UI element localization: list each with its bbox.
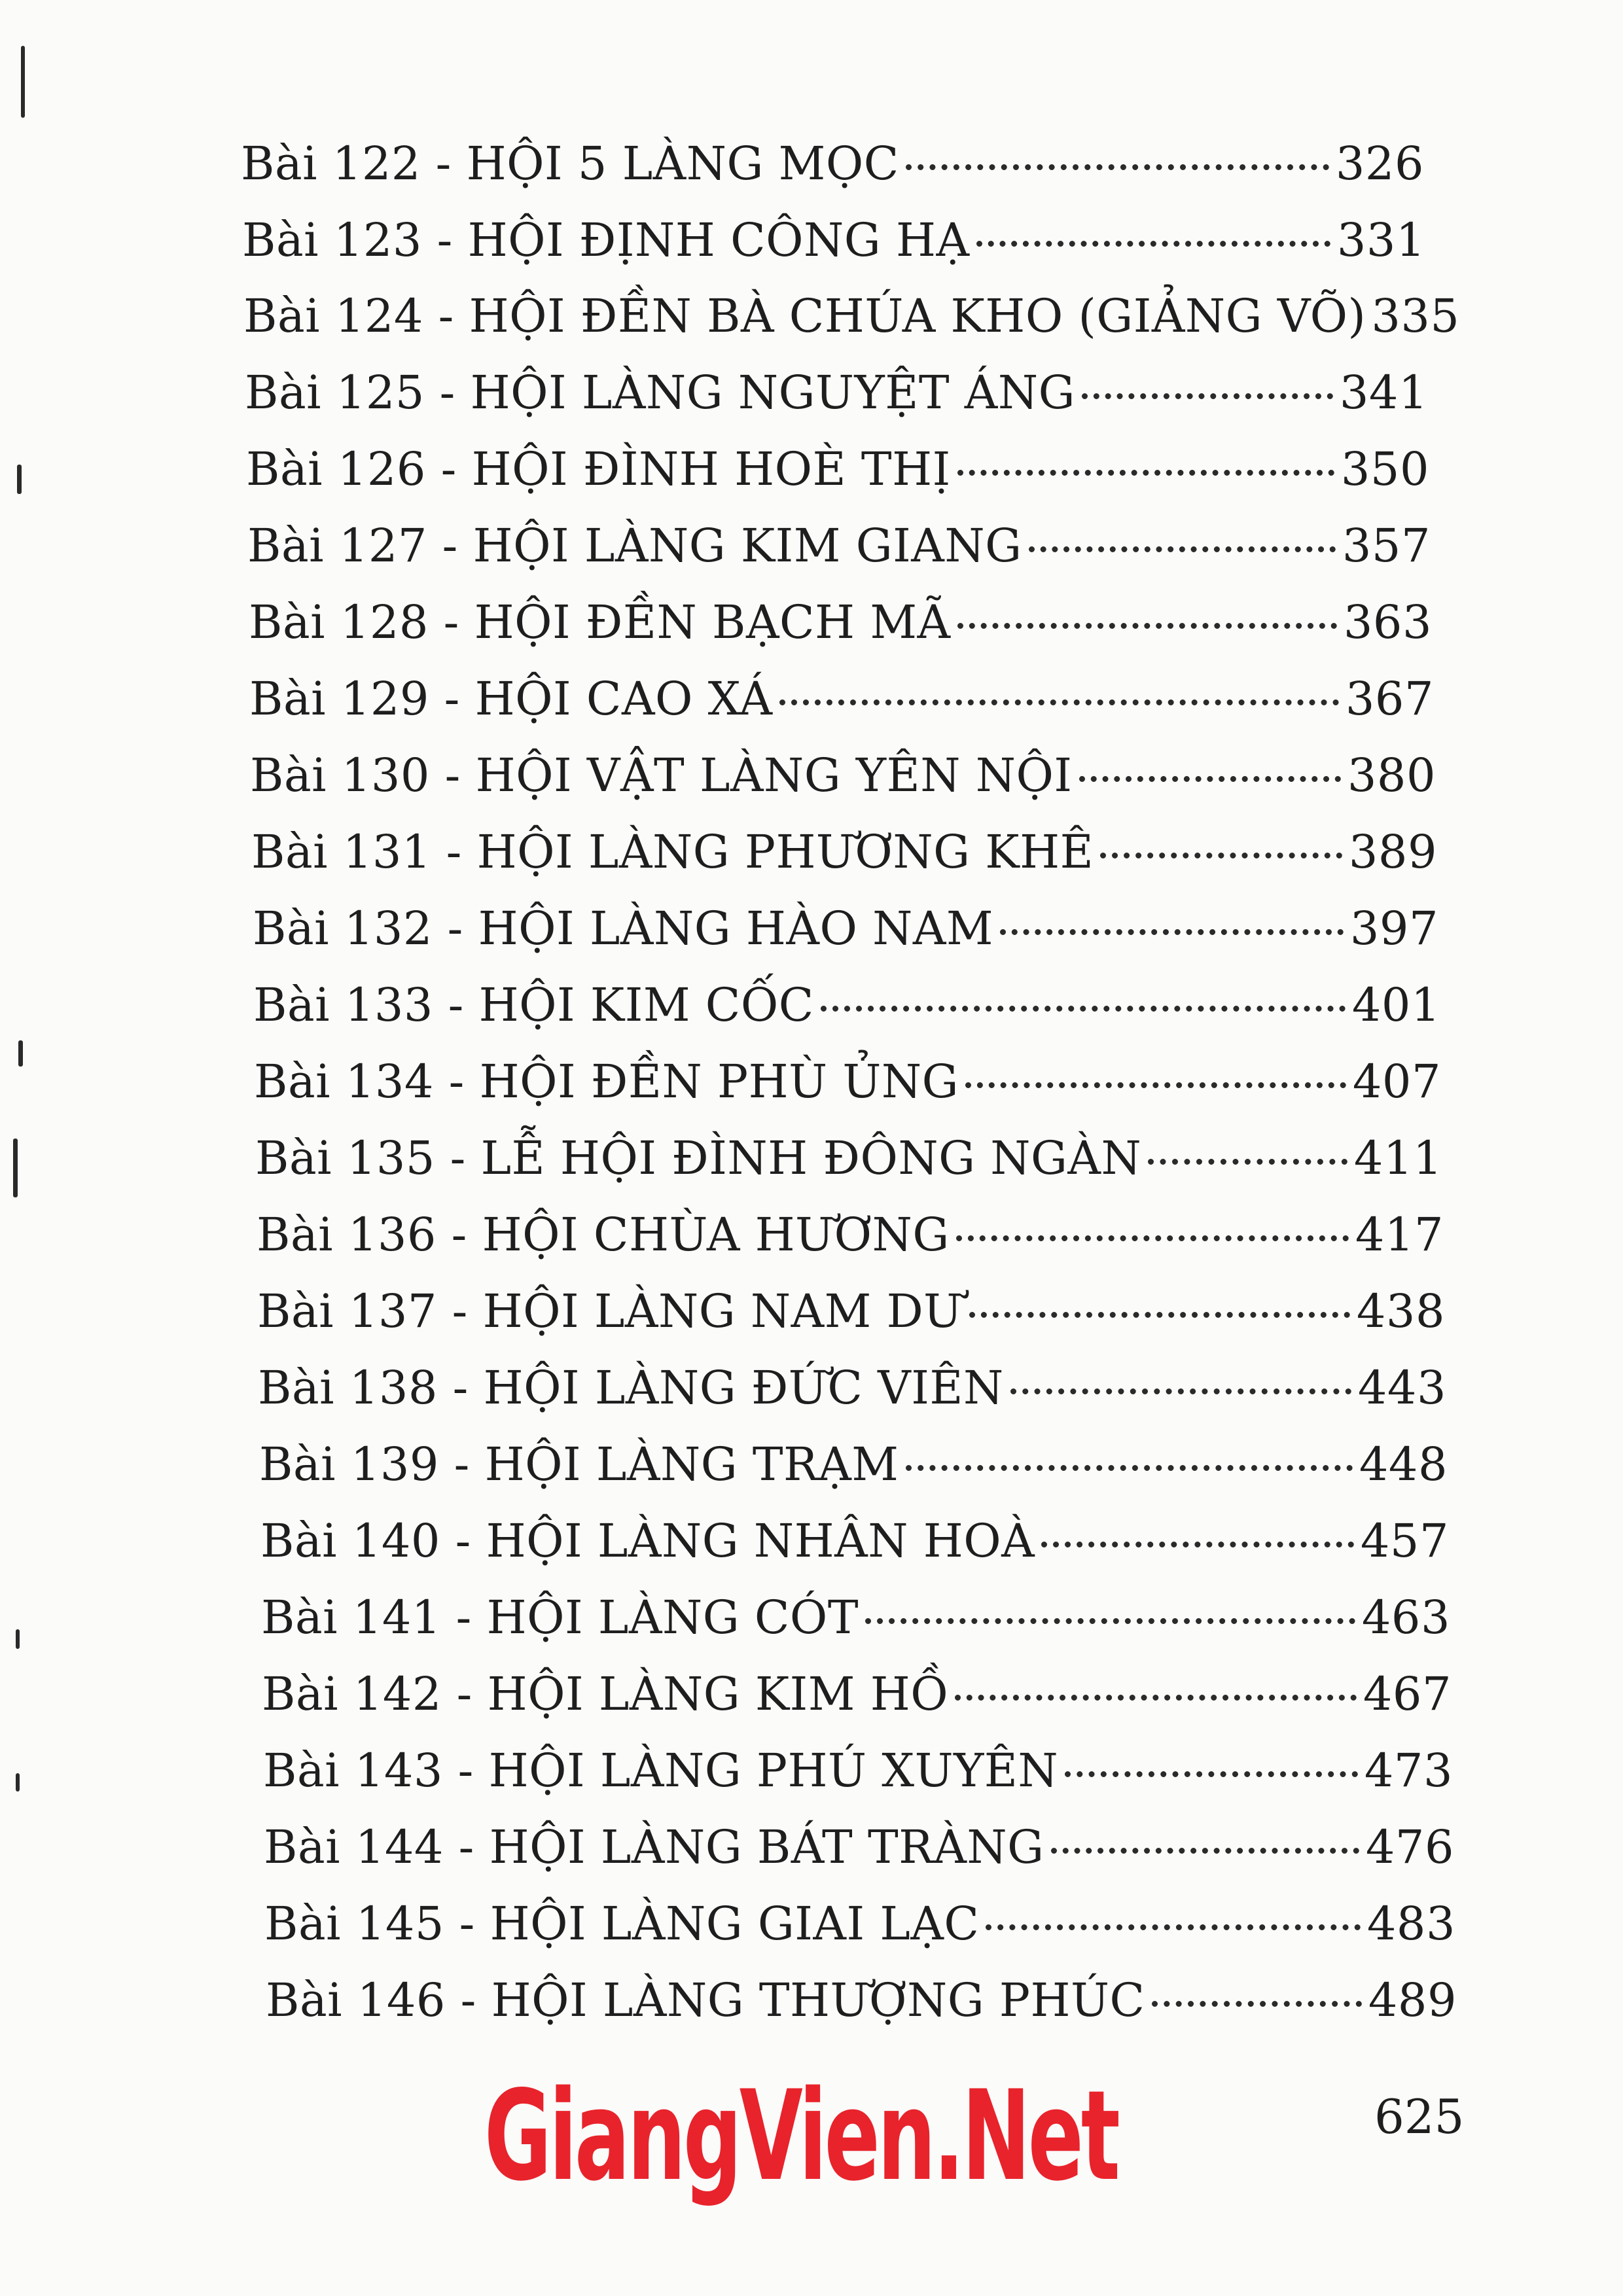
toc-dot-leader	[976, 241, 1330, 247]
toc-dot-leader	[1065, 1771, 1358, 1777]
toc-entry-page: 380	[1347, 749, 1436, 802]
toc-entry-page: 467	[1363, 1667, 1452, 1721]
toc-entry-title: Bài 126 - HỘI ĐÌNH HOÈ THỊ	[246, 442, 951, 496]
toc-entry-page: 363	[1343, 595, 1432, 649]
toc-entry-title: Bài 136 - HỘI CHÙA HƯƠNG	[257, 1208, 950, 1262]
toc-entry	[264, 1818, 1454, 1877]
toc-entry-page: 443	[1357, 1361, 1446, 1415]
toc-entry-title: Bài 144 - HỘI LÀNG BÁT TRÀNG	[264, 1820, 1044, 1874]
toc-entry-page: 411	[1353, 1131, 1442, 1185]
toc-entry	[255, 1129, 1442, 1188]
watermark-logo: GiangVien.Net	[484, 2064, 1118, 2208]
toc-entry-title: Bài 125 - HỘI LÀNG NGUYỆT ÁNG	[245, 366, 1075, 419]
toc-entry-title: Bài 128 - HỘI ĐỀN BẠCH MÃ	[249, 595, 951, 649]
toc-entry-page: 483	[1366, 1897, 1455, 1951]
toc-entry-page: 476	[1365, 1820, 1454, 1874]
toc-entry	[254, 1052, 1441, 1111]
toc-dot-leader	[1000, 929, 1344, 935]
toc-entry-page: 448	[1359, 1438, 1448, 1491]
toc-entry-title: Bài 145 - HỘI LÀNG GIAI LẠC	[264, 1897, 980, 1951]
toc-entry	[262, 1665, 1452, 1723]
toc-entry-title: Bài 140 - HỘI LÀNG NHÂN HOÀ	[260, 1514, 1035, 1568]
toc-entry	[249, 593, 1432, 652]
toc-entry-page: 341	[1339, 366, 1428, 419]
toc-entry	[264, 1894, 1455, 1953]
toc-entry	[243, 287, 1460, 345]
toc-entry-title: Bài 142 - HỘI LÀNG KIM HỒ	[262, 1667, 949, 1721]
toc-entry	[251, 822, 1437, 881]
toc-dot-leader	[1010, 1388, 1351, 1394]
toc-dot-leader	[1041, 1542, 1354, 1547]
toc-entry-page: 331	[1336, 213, 1425, 267]
toc-entry	[253, 899, 1438, 958]
toc-entry	[253, 976, 1440, 1034]
toc-dot-leader	[906, 164, 1329, 170]
toc-entry-page: 473	[1364, 1744, 1453, 1797]
toc-entry-page: 463	[1361, 1591, 1450, 1644]
toc-entry	[259, 1435, 1448, 1494]
toc-dot-leader	[1082, 393, 1333, 399]
toc-entry	[266, 1971, 1457, 2030]
toc-dot-leader	[1152, 2001, 1362, 2007]
toc-dot-leader	[1079, 776, 1341, 782]
toc-entry-page: 489	[1368, 1973, 1457, 2027]
toc-entry-title: Bài 146 - HỘI LÀNG THƯỢNG PHÚC	[266, 1973, 1145, 2027]
toc-entry	[258, 1358, 1446, 1417]
toc-entry	[260, 1511, 1449, 1570]
toc-entry	[246, 440, 1429, 499]
toc-dot-leader	[1029, 546, 1336, 552]
toc-entry-page: 335	[1371, 289, 1460, 343]
toc-entry-title: Bài 139 - HỘI LÀNG TRẠM	[259, 1438, 899, 1491]
toc-entry-page: 457	[1360, 1514, 1449, 1568]
toc-dot-leader	[957, 623, 1337, 629]
toc-entry-page: 389	[1348, 825, 1437, 879]
toc-entry-title: Bài 143 - HỘI LÀNG PHÚ XUYÊN	[263, 1744, 1059, 1797]
toc-entry	[247, 516, 1431, 575]
toc-dot-leader	[956, 1235, 1349, 1241]
toc-entry-title: Bài 130 - HỘI VẬT LÀNG YÊN NỘI	[250, 749, 1073, 802]
toc-entry-page: 326	[1335, 137, 1424, 190]
toc-entry-page: 407	[1352, 1055, 1441, 1108]
toc-entry-page: 367	[1345, 672, 1434, 726]
toc-dot-leader	[957, 470, 1334, 476]
toc-entry-title: Bài 122 - HỘI 5 LÀNG MỌC	[241, 137, 899, 190]
toc-dot-leader	[865, 1618, 1355, 1624]
toc-dot-leader	[986, 1924, 1360, 1930]
toc-entry-title: Bài 131 - HỘI LÀNG PHƯƠNG KHÊ	[251, 825, 1094, 879]
toc-entry	[263, 1741, 1453, 1800]
toc-entry-title: Bài 132 - HỘI LÀNG HÀO NAM	[253, 902, 994, 955]
toc-entry-title: Bài 123 - HỘI ĐỊNH CÔNG HẠ	[242, 213, 970, 267]
toc-dot-leader	[906, 1465, 1353, 1471]
toc-entry-page: 438	[1356, 1284, 1445, 1338]
toc-entry-page: 357	[1342, 519, 1431, 573]
toc-entry-title: Bài 135 - LỄ HỘI ĐÌNH ĐÔNG NGÀN	[255, 1131, 1142, 1185]
toc-dot-leader	[821, 1006, 1346, 1012]
toc-entry	[261, 1588, 1450, 1647]
toc-entry	[257, 1205, 1444, 1264]
toc-entry-title: Bài 134 - HỘI ĐỀN PHÙ ỦNG	[254, 1055, 959, 1108]
toc-dot-leader	[955, 1695, 1357, 1701]
toc-entry-page: 417	[1355, 1208, 1444, 1262]
toc-entry	[257, 1282, 1445, 1341]
toc-dot-leader	[779, 699, 1339, 705]
toc-entry-title: Bài 137 - HỘI LÀNG NAM DƯ	[257, 1284, 963, 1338]
toc-entry-title: Bài 133 - HỘI KIM CỐC	[253, 978, 814, 1032]
page-number: 625	[1374, 2089, 1465, 2144]
toc-dot-leader	[1100, 853, 1342, 858]
toc-entry-title: Bài 138 - HỘI LÀNG ĐỨC VIÊN	[258, 1361, 1004, 1415]
toc-entry-title: Bài 141 - HỘI LÀNG CÓT	[261, 1591, 859, 1644]
toc-entry	[250, 746, 1436, 805]
toc-entry	[245, 363, 1428, 422]
toc-entry	[249, 669, 1434, 728]
toc-dot-leader	[1148, 1159, 1347, 1165]
toc-dot-leader	[965, 1082, 1346, 1088]
toc-dot-leader	[969, 1312, 1350, 1318]
toc-entry	[242, 211, 1425, 270]
toc-entry-page: 401	[1351, 978, 1440, 1032]
toc-entry-page: 350	[1340, 442, 1429, 496]
toc-entry	[241, 134, 1424, 193]
toc-entry-title: Bài 129 - HỘI CAO XÁ	[249, 672, 773, 726]
toc-entry-title: Bài 127 - HỘI LÀNG KIM GIANG	[247, 519, 1022, 573]
toc-dot-leader	[1051, 1848, 1359, 1854]
toc-entry-page: 397	[1349, 902, 1438, 955]
toc-entry-title: Bài 124 - HỘI ĐỀN BÀ CHÚA KHO (GIẢNG VÕ)	[243, 289, 1366, 343]
